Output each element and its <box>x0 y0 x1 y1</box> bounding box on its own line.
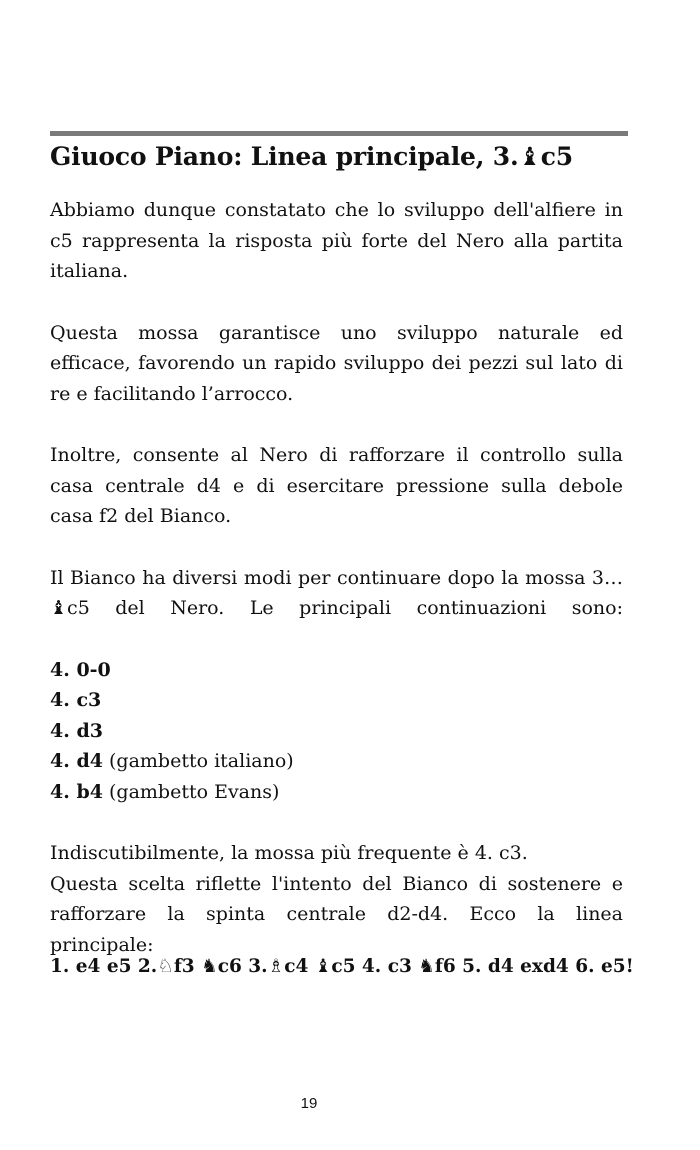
knight-icon: ♞ <box>418 956 435 977</box>
body-text <box>50 195 623 960</box>
section-divider <box>50 131 628 136</box>
paragraph: Abbiamo dunque constatato che lo sviluppo dell'alfiere in c5 rappresenta la risposta più forte del Nero alla partita italiana. <box>50 199 623 282</box>
knight-icon: ♞ <box>201 956 218 977</box>
list-item: 4. d4 (gambetto italiano) <box>50 750 294 772</box>
list-item: 4. c3 <box>50 689 102 711</box>
continuations-list <box>50 655 623 808</box>
bishop-icon: ♝ <box>50 597 68 619</box>
paragraph: Questa mossa garantisce uno sviluppo naturale ed efficace, favorendo un rapido sviluppo dei pezzi sul lato di re e facilitando l’arrocco. <box>50 321 623 405</box>
page-number: 19 <box>300 1095 318 1112</box>
knight-icon: ♘ <box>157 956 174 977</box>
list-item: 4. b4 (gambetto Evans) <box>50 780 280 803</box>
paragraph: Indiscutibilmente, la mossa più frequente è 4. c3. Questa scelta riflette l'intento del Bianco di sostenere e rafforzare la spinta centrale d2-d4. Ecco la linea principale: <box>50 842 623 956</box>
bishop-icon: ♗ <box>267 956 285 977</box>
list-item: 4. 0-0 <box>50 658 111 681</box>
bishop-icon: ♝ <box>518 142 541 171</box>
bishop-icon: ♝ <box>314 956 332 977</box>
list-item: 4. d3 <box>50 719 103 742</box>
paragraph: Inoltre, consente al Nero di rafforzare il controllo sulla casa centrale d4 e di esercitare pressione sulla debole casa f2 del Bianco. <box>50 444 623 527</box>
paragraph: Il Bianco ha diversi modi per continuare dopo la mossa 3…♝c5 del Nero. Le principali continuazioni sono: <box>50 566 623 619</box>
section-title: Giuoco Piano: Linea principale, 3.♝c5 <box>50 142 573 171</box>
main-line-notation: 1. e4 e5 2.♘f3 ♞c6 3.♗c4 ♝c5 4. c3 ♞f6 5. d4 exd4 6. e5! <box>50 956 634 977</box>
